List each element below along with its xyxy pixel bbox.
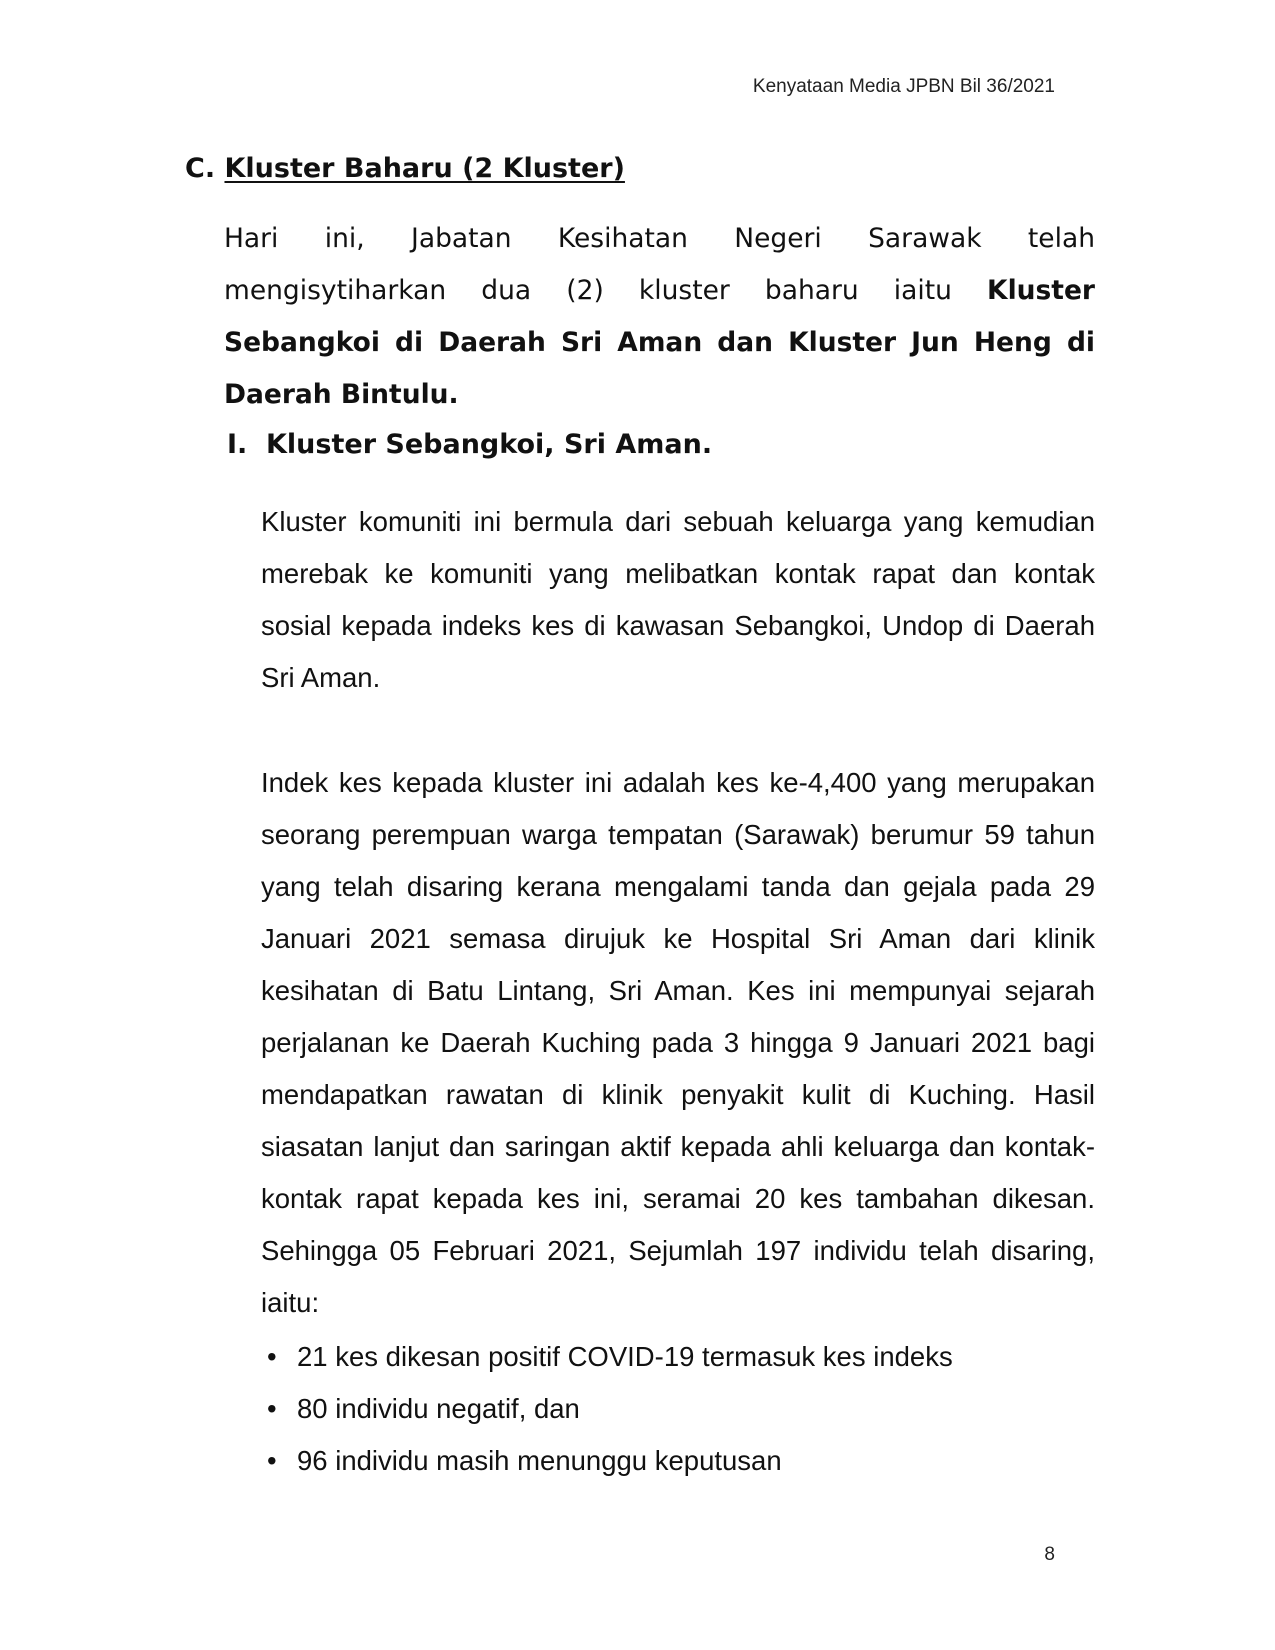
list-item-text: 96 individu masih menunggu keputusan [297,1445,782,1476]
bullet-icon: • [267,1393,277,1424]
intro-paragraph [224,213,1095,421]
screening-results-list [261,1331,953,1487]
bullet-icon: • [267,1341,277,1372]
document-reference: Kenyataan Media JPBN Bil 36/2021 [752,76,1055,97]
section-title: Kluster Baharu (2 Kluster) [224,153,625,184]
bullet-icon: • [267,1445,277,1476]
paragraph-index-case: Indek kes kepada kluster ini adalah kes ke-4,400 yang merupakan seorang perempuan warga tempatan (Sarawak) berumur 59 tahun yang telah disaring kerana mengalami tanda dan gejala pada 29 Januari 2021 semasa dirujuk ke Hospital Sri Aman dari klinik kesihatan di Batu Lintang, Sri Aman. Kes ini mempunyai sejarah perjalanan ke Daerah Kuching pada 3 hingga 9 Januari 2021 bagi mendapatkan rawatan di klinik penyakit kulit di Kuching. Hasil siasatan lanjut dan saringan aktif kepada ahli keluarga dan kontak-kontak rapat kepada kes ini, seramai 20 kes tambahan dikesan. Sehingga 05 Februari 2021, Sejumlah 197 individu telah disaring, iaitu: [261,767,1095,1318]
list-item [261,1435,953,1487]
section-letter: C. [185,153,216,184]
intro-text: Hari ini, Jabatan Kesihatan Negeri Sarawak telah mengisytiharkan dua (2) kluster baharu iaitu [224,223,1095,306]
intro-bold-text: Kluster Sebangkoi di Daerah Sri Aman dan Kluster Jun Heng di Daerah Bintulu. [224,275,1095,410]
page-number: 8 [1044,1544,1055,1565]
paragraph-cluster-origin: Kluster komuniti ini bermula dari sebuah keluarga yang kemudian merebak ke komuniti yang melibatkan kontak rapat dan kontak sosial kepada indeks kes di kawasan Sebangkoi, Undop di Daerah Sri Aman. [261,506,1095,693]
subsection-title: Kluster Sebangkoi, Sri Aman. [266,429,713,460]
list-item-text: 21 kes dikesan positif COVID-19 termasuk kes indeks [297,1341,953,1372]
subsection-heading [227,429,712,460]
section-heading [185,153,625,184]
list-item-text: 80 individu negatif, dan [297,1393,580,1424]
list-item [261,1331,953,1383]
list-item [261,1383,953,1435]
subsection-numeral: I. [227,429,248,460]
